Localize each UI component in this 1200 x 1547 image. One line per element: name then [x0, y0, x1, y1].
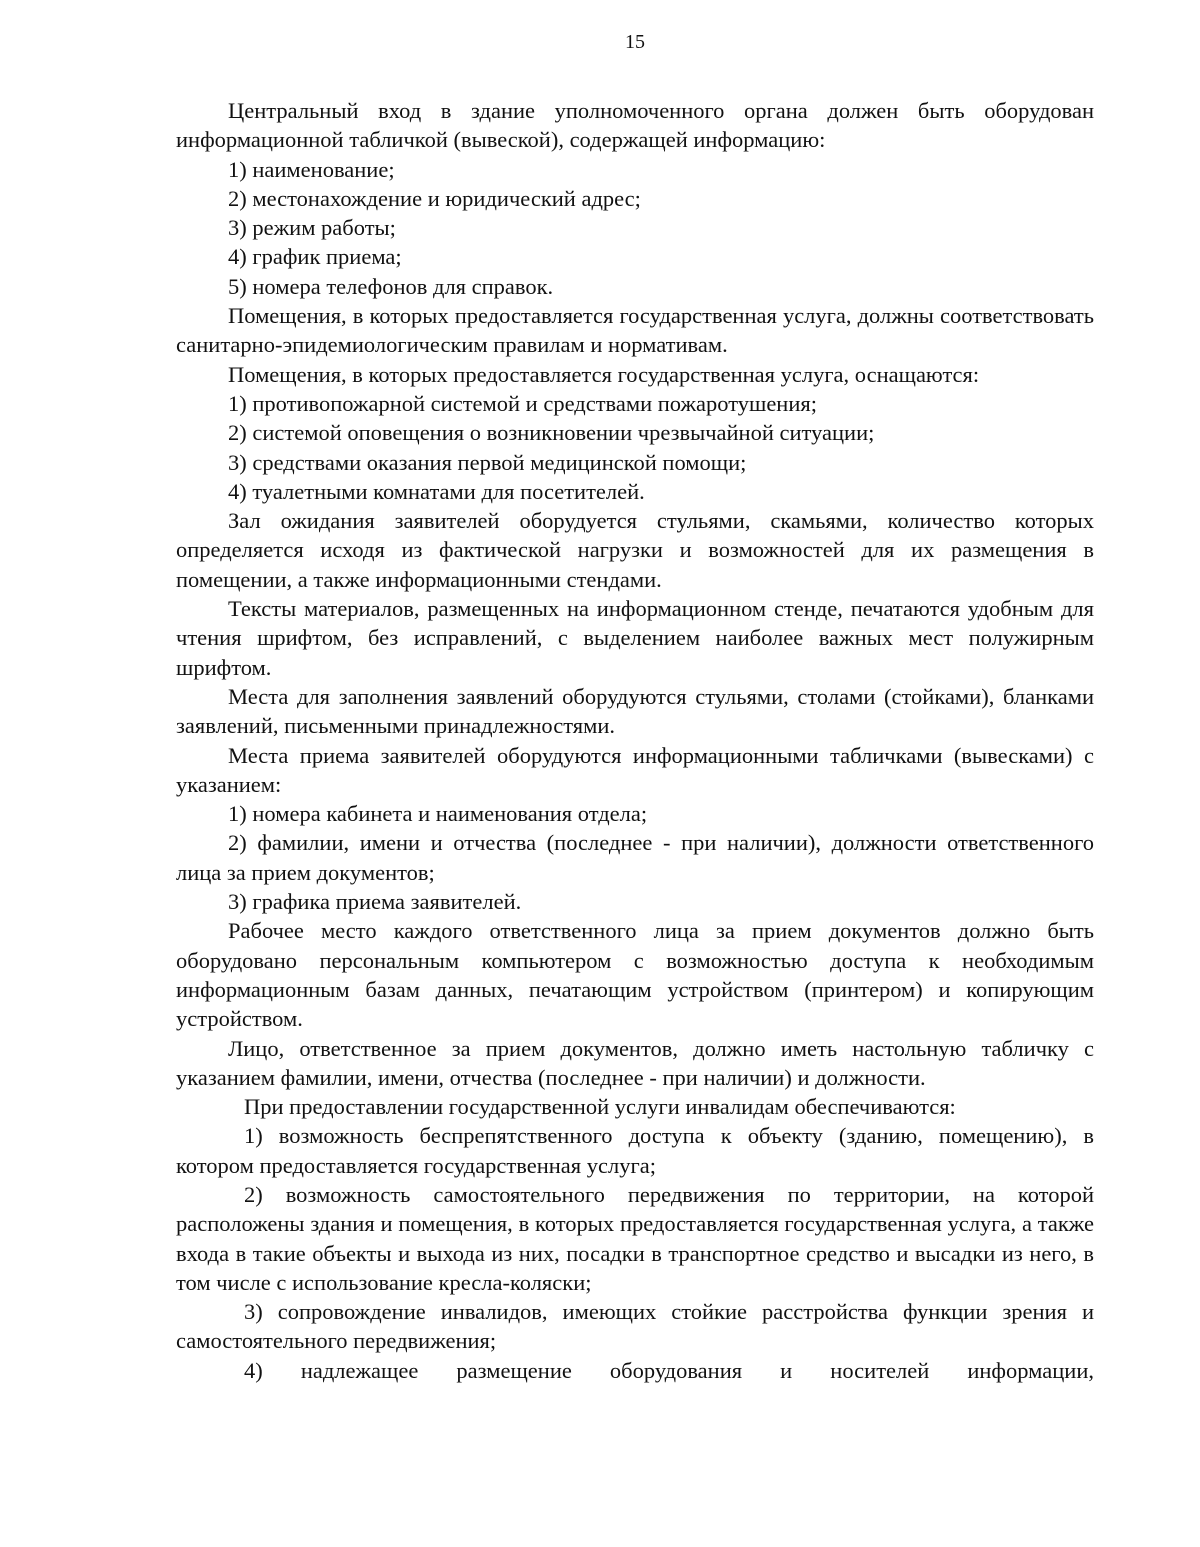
list-item-fire-system: 1) противопожарной системой и средствами пожаротушения; [228, 390, 817, 416]
list-item-address: 2) местонахождение и юридический адрес; [228, 185, 641, 211]
paragraph-stand-texts: Тексты материалов, размещенных на информационном стенде, печатаются удобным для чтения шрифтом, без исправлений, с выделением наиболее важных мест полужирным шрифтом. [176, 596, 1094, 680]
list-item-work-hours: 3) режим работы; [228, 215, 396, 241]
paragraph-disabled-provisions: При предоставлении государственной услуги инвалидам обеспечиваются: [244, 1094, 956, 1120]
paragraph-premises-equipment: Помещения, в которых предоставляется государственная услуга, оснащаются: [228, 361, 980, 387]
list-item-unobstructed-access: 1) возможность беспрепятственного доступа к объекту (зданию, помещению), в котором предоставляется государственная услуга; [176, 1123, 1094, 1178]
paragraph-desk-plate: Лицо, ответственное за прием документов, должно иметь настольную табличку с указанием фамилии, имени, отчества (последнее - при наличии) и должности. [176, 1035, 1094, 1090]
paragraph-application-places: Места для заполнения заявлений оборудуются стульями, столами (стойками), бланками заявлений, письменными принадлежностями. [176, 683, 1094, 739]
list-item-reception-schedule: 4) график приема; [228, 244, 402, 270]
list-item-responsible-person: 2) фамилии, имени и отчества (последнее - при наличии), должности ответственного лица за прием документов; [176, 830, 1094, 885]
list-item-accompaniment: 3) сопровождение инвалидов, имеющих стойкие расстройства функции зрения и самостоятельного передвижения; [176, 1299, 1094, 1354]
list-item-reception-graph: 3) графика приема заявителей. [228, 889, 522, 915]
list-item-name: 1) наименование; [228, 156, 395, 182]
list-item-emergency-alert: 2) системой оповещения о возникновении чрезвычайной ситуации; [228, 420, 875, 446]
document-body [176, 96, 1094, 1385]
paragraph-workplace: Рабочее место каждого ответственного лица за прием документов должно быть оборудовано персональным компьютером с возможностью доступа к необходимым информационным базам данных, печатающим устройством (принтером) и копирующим устройством. [176, 918, 1094, 1032]
list-item-independent-movement: 2) возможность самостоятельного передвижения по территории, на которой расположены здания и помещения, в которых предоставляется государственная услуга, а также входа в такие объекты и выхода из них, посадки в транспортное средство и высадки из него, в том числе с использование кресла-коляски; [176, 1181, 1094, 1295]
list-item-phones: 5) номера телефонов для справок. [228, 273, 554, 299]
page-number: 15 [625, 31, 645, 53]
list-item-first-aid: 3) средствами оказания первой медицинской помощи; [228, 449, 747, 475]
list-item-equipment-placement: 4) надлежащее размещение оборудования и носителей информации, [244, 1357, 1094, 1383]
paragraph-sanitary-rules: Помещения, в которых предоставляется государственная услуга, должны соответствовать санитарно-эпидемиологическим правилам и нормативам. [176, 303, 1094, 358]
paragraph-reception-places: Места приема заявителей оборудуются информационными табличками (вывесками) с указанием: [176, 742, 1094, 797]
list-item-toilets: 4) туалетными комнатами для посетителей. [228, 478, 645, 504]
list-item-cabinet-number: 1) номера кабинета и наименования отдела; [228, 801, 648, 827]
paragraph-waiting-hall: Зал ожидания заявителей оборудуется стульями, скамьями, количество которых определяется исходя из фактической нагрузки и возможностей для их размещения в помещении, а также информационными стендами. [176, 508, 1094, 592]
paragraph-entrance-signage: Центральный вход в здание уполномоченного органа должен быть оборудован информационной табличкой (вывеской), содержащей информацию: [176, 98, 1094, 153]
